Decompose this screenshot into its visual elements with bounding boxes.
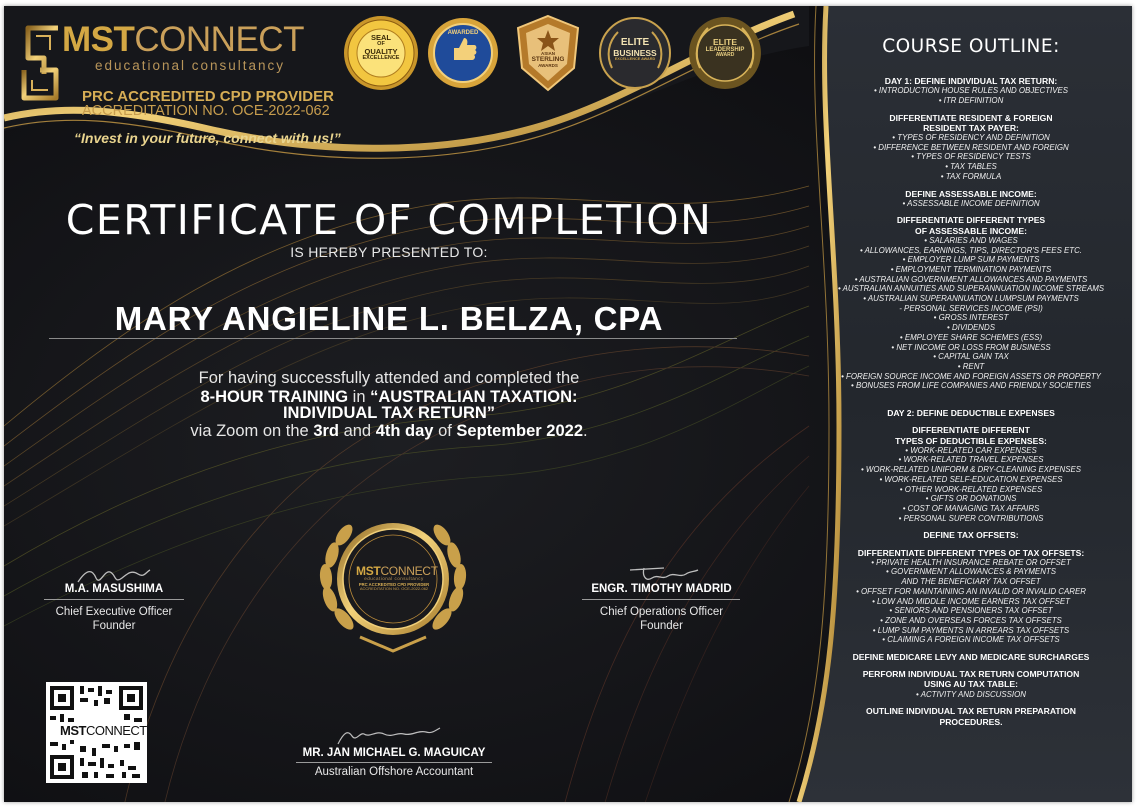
outline-heading: USING AU TAX TABLE: (924, 679, 1018, 690)
completion-line-4: via Zoom on the 3rd and 4th day of September 2022. (190, 422, 588, 440)
outline-item: • LUMP SUM PAYMENTS IN ARREARS TAX OFFSETS (872, 625, 1070, 635)
outline-item: • EMPLOYEE SHARE SCHEMES (ESS) (899, 332, 1043, 342)
qr-code[interactable] (46, 682, 147, 783)
outline-item: • WORK-RELATED CAR EXPENSES (905, 445, 1037, 455)
tagline: “Invest in your future, connect with us!” (74, 130, 341, 146)
accountant-name: MR. JAN MICHAEL G. MAGUICAY (302, 747, 486, 759)
accountant-title: Australian Offshore Accountant (314, 766, 474, 778)
outline-heading: DEFINE ASSESSABLE INCOME: (905, 188, 1037, 199)
completion-line-1: For having successfully attended and completed the (198, 369, 580, 387)
certificate (4, 6, 1132, 802)
outline-item: • TYPES OF RESIDENCY AND DEFINITION (892, 133, 1050, 143)
outline-item: • COST OF MANAGING TAX AFFAIRS (902, 503, 1040, 513)
outline-item: • DIFFERENCE BETWEEN RESIDENT AND FOREIGN (873, 142, 1069, 152)
outline-spacer (810, 418, 1132, 425)
outline-item: • WORK-RELATED UNIFORM & DRY-CLEANING EXPENSES (860, 465, 1082, 475)
outline-heading: RESIDENT TAX PAYER: (923, 122, 1019, 133)
completion-line-2: 8-HOUR TRAINING in “AUSTRALIAN TAXATION: (200, 388, 578, 406)
coo-title: Chief Operations Officer Founder (599, 606, 724, 632)
accreditation-number: ACCREDITATION NO. OCE-2022-062 (82, 103, 330, 119)
recipient-name: MARY ANGIELINE L. BELZA, CPA (114, 300, 664, 337)
signature-rule-right (582, 599, 740, 600)
qr-code-label: MSTCONNECT (60, 723, 147, 738)
outline-item: • OFFSET FOR MAINTAINING AN INVALID OR INVALID CARER (856, 586, 1086, 596)
outline-item: • AUSTRALIAN GOVERNMENT ALLOWANCES AND PAYMENTS (854, 274, 1088, 284)
outline-item: • LOW AND MIDDLE INCOME EARNERS TAX OFFSET (872, 596, 1070, 606)
outline-item: • WORK-RELATED SELF-EDUCATION EXPENSES (879, 474, 1063, 484)
outline-item: • ALLOWANCES, EARNINGS, TIPS, DIRECTOR'S FEES ETC. (859, 245, 1083, 255)
outline-item: • TAX TABLES (945, 162, 997, 172)
outline-item: • ASSESSABLE INCOME DEFINITION (902, 198, 1040, 208)
mstconnect-seal: MSTCONNECT educational consultancy PRC ACCREDITED CPD PROVIDER ACCREDITATION NO. OCE-2022-062 (308, 511, 478, 656)
outline-item: • BONUSES FROM LIFE COMPANIES AND FRIENDLY SOCIETIES (851, 381, 1091, 391)
brand-subtitle: educational consultancy (94, 58, 286, 73)
outline-heading: DIFFERENTIATE DIFFERENT TYPES (896, 215, 1046, 226)
outline-item: • WORK-RELATED TRAVEL EXPENSES (898, 455, 1044, 465)
outline-item: • ZONE AND OVERSEAS FORCES TAX OFFSETS (880, 615, 1062, 625)
outline-item: • INTRODUCTION HOUSE RULES AND OBJECTIVES (873, 86, 1069, 96)
outline-heading: DAY 1: DEFINE INDIVIDUAL TAX RETURN: (884, 76, 1058, 86)
mstconnect-logo-icon (18, 22, 66, 104)
outline-spacer (810, 662, 1132, 669)
outline-item: • CLAIMING A FOREIGN INCOME TAX OFFSETS (882, 635, 1060, 645)
outline-item: • GIFTS OR DONATIONS (925, 494, 1017, 504)
outline-item: • TYPES OF RESIDENCY TESTS (911, 152, 1031, 162)
outline-heading: OUTLINE INDIVIDUAL TAX RETURN PREPARATION (866, 706, 1076, 717)
outline-spacer (810, 699, 1132, 706)
outline-item: • GROSS INTEREST (933, 313, 1009, 323)
outline-item: • EMPLOYMENT TERMINATION PAYMENTS (890, 264, 1052, 274)
outline-spacer (810, 106, 1132, 113)
outline-spacer (810, 541, 1132, 548)
sterling-award-badge: ASIAN STERLING AWARDS (512, 12, 584, 94)
outline-item: • CAPITAL GAIN TAX (933, 352, 1009, 362)
outline-item: • FOREIGN SOURCE INCOME AND FOREIGN ASSETS OR PROPERTY (841, 371, 1101, 381)
outline-heading: DIFFERENTIATE RESIDENT & FOREIGN (889, 112, 1053, 123)
name-underline (49, 338, 737, 339)
outline-item: • OTHER WORK-RELATED EXPENSES (899, 484, 1043, 494)
outline-spacer (810, 645, 1132, 652)
brand-name: MSTCONNECT (62, 20, 304, 59)
outline-heading: DEFINE TAX OFFSETS: (923, 530, 1019, 541)
outline-item: • ACTIVITY AND DISCUSSION (916, 689, 1026, 699)
outline-spacer (810, 523, 1132, 530)
seal-of-quality-badge: SEAL OF QUALITY EXCELLENCE (342, 14, 420, 92)
outline-item: • AUSTRALIAN SUPERANNUATION LUMPSUM PAYMENTS (863, 294, 1079, 304)
outline-item: • DIVIDENDS (947, 323, 995, 333)
outline-item: • TAX FORMULA (940, 171, 1002, 181)
outline-item: AND THE BENEFICIARY TAX OFFSET (901, 577, 1041, 587)
outline-heading: DIFFERENTIATE DIFFERENT (912, 425, 1030, 436)
presented-to-line: IS HEREBY PRESENTED TO: (290, 244, 488, 260)
cpd-provider-line: PRC ACCREDITED CPD PROVIDER (82, 88, 334, 105)
outline-heading: DAY 2: DEFINE DEDUCTIBLE EXPENSES (887, 408, 1055, 419)
outline-heading: DIFFERENTIATE DIFFERENT TYPES OF TAX OFFSETS: (857, 547, 1085, 558)
outline-item: • PRIVATE HEALTH INSURANCE REBATE OR OFFSET (871, 557, 1071, 567)
outline-item: • EMPLOYER LUMP SUM PAYMENTS (902, 255, 1040, 265)
outline-heading: OF ASSESSABLE INCOME: (915, 225, 1027, 236)
outline-item: • SENIORS AND PENSIONERS TAX OFFSET (889, 606, 1053, 616)
outline-item: • PERSONAL SUPER CONTRIBUTIONS (898, 513, 1044, 523)
elite-business-badge: ELITE BUSINESS EXCELLENCE AWARD (598, 16, 672, 90)
outline-item: • NET INCOME OR LOSS FROM BUSINESS (891, 342, 1051, 352)
coo-name: ENGR. TIMOTHY MADRID (591, 583, 732, 595)
elite-leadership-badge: ELITE LEADERSHIP AWARD (686, 14, 764, 92)
outline-item: • SALARIES AND WAGES (924, 235, 1018, 245)
outline-heading: PERFORM INDIVIDUAL TAX RETURN COMPUTATION (862, 669, 1080, 680)
outline-item: • AUSTRALIAN ANNUITIES AND SUPERANNUATION INCOME STREAMS (837, 284, 1105, 294)
completion-line-3: INDIVIDUAL TAX RETURN” (282, 404, 496, 422)
outline-item: - PERSONAL SERVICES INCOME (PSI) (899, 303, 1043, 313)
course-outline-title: COURSE OUTLINE: (882, 36, 1060, 57)
certificate-title: CERTIFICATE OF COMPLETION (65, 196, 713, 244)
outline-heading: DEFINE MEDICARE LEVY AND MEDICARE SURCHARGES (852, 652, 1090, 663)
course-outline-list (810, 76, 1132, 727)
outline-spacer (810, 182, 1132, 189)
outline-item: • GOVERNMENT ALLOWANCES & PAYMENTS (886, 567, 1056, 577)
outline-item: • ITR DEFINITION (938, 95, 1004, 105)
signature-rule-bottom (296, 762, 492, 763)
awarded-thumbs-up-badge: AWARDED (426, 16, 500, 90)
outline-spacer (810, 391, 1132, 408)
outline-heading: TYPES OF DEDUCTIBLE EXPENSES: (895, 435, 1047, 446)
signature-rule-left (44, 599, 184, 600)
ceo-name: M.A. MASUSHIMA (64, 583, 164, 595)
ceo-title: Chief Executive Officer Founder (55, 606, 173, 632)
outline-item: • RENT (957, 361, 985, 371)
outline-spacer (810, 208, 1132, 215)
outline-heading: PROCEDURES. (939, 716, 1003, 727)
